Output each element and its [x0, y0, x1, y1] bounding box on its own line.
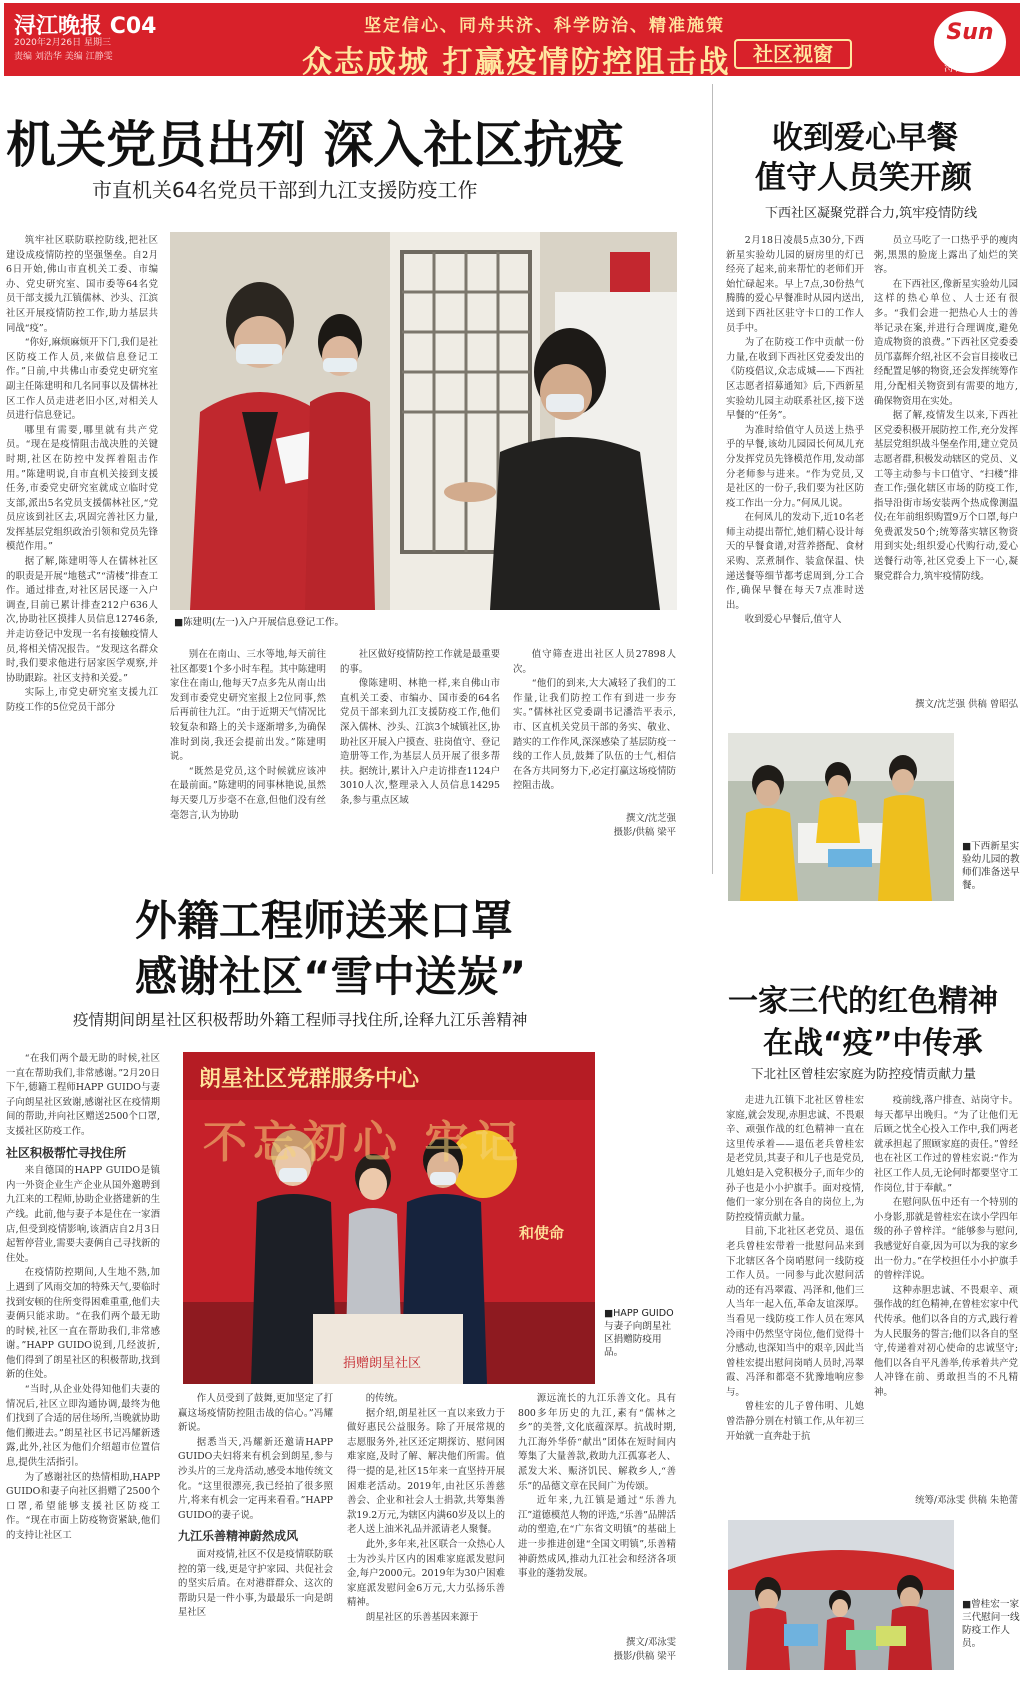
article1-col2: [170, 648, 326, 840]
paragraph: 为准时给值守人员送上热乎乎的早餐,该幼儿园园长何凤儿充分发挥党员先锋模范作用,发动部分老师参与进来。“作为党员,又是社区的一份子,我们要为社区防疫工作出一分力。”何凤儿说。: [726, 424, 864, 509]
paragraph: 据了解,陈建明等人在儒林社区的职责是开展“地毯式”“清楼”排查工作。通过排查,对社区居民逐一入户调查,目前已累计排查212户636人次,协助社区摸排人员信息12746条,并走访登记中发现一名有接触疫情人员,将相关情况报告。“发现这名群众时,我们要求他进行居家医学观察,并协助跟踪。社区支持和关爱。”: [6, 556, 158, 684]
paragraph: 为了在防疫工作中贡献一份力量,在收到下西社区党委发出的《防疫倡议,众志成城——下西社区志愿者招募通知》后,下西新星实验幼儿园主动联系社区,接下送早餐的“任务”。: [726, 337, 864, 422]
article1-col1-cont: [6, 644, 158, 840]
paragraph: 在疫情防控期间,人生地不熟,加上遇到了风雨交加的特殊天气,要临时找到安顿的住所变得困难重重,他们夫妻俩只能求助。“在我们两个最无助的时候,社区一直在帮助我们,非常感谢。”HAPP GUIDO说到,几经波折,他们得到了朗星社区的积极帮助,找到新的住处。: [6, 1267, 160, 1381]
paragraph: 据了解,疫情发生以来,下西社区党委积极开展防控工作,充分发挥基层党组织战斗堡垒作用,建立党员志愿者群,积极发动辖区的党员、义工等主动参与卡口值守、“扫楼”排查工作;强化辖区市场的防疫工作,指导沿街市场安装两个热成像测温仪;在年前组织购置9万个口罩,每户免费派发50个;统筹落实辖区物资用到实处;组织爱心代购行动,爱心送餐行动等,社区党委上下一心,凝聚党群合力,筑牢疫情防线。: [874, 410, 1018, 582]
photo-credit: 摄影/供稿 梁平: [613, 1651, 676, 1662]
paragraph: 实际上,市党史研究室支援九江防疫工作的5位党员干部分: [6, 687, 158, 713]
article4-col1: [726, 1094, 864, 1514]
article4-byline: 统筹/邓泳雯 供稿 朱艳蕾: [915, 1495, 1018, 1506]
article3-deck: 疫情期间朗星社区积极帮助外籍工程师寻找住所,诠释九江乐善精神: [73, 1011, 528, 1029]
article3-byline: [518, 1636, 676, 1664]
masthead-band: [4, 3, 1020, 80]
article2-headline-line1: 收到爱心早餐: [772, 120, 958, 156]
family-visit-illustration: [728, 1520, 954, 1670]
paragraph: 哪里有需要,哪里就有共产党员。“现在是疫情阻击战决胜的关键时期,社区在防控中发挥着阻击作用。”陈建明说,自市直机关接到支援任务,市委党史研究室就成立临时党支部,派出5名党员支援儒林社区,“党员应该到社区去,巩固完善社区力量,发挥基层党组织政治引领和党员先锋模范作用。”: [6, 424, 158, 553]
article4-headline-line2: 在战“疫”中传承: [763, 1026, 983, 1061]
paragraph: 此外,多年来,社区联合一众热心人士为沙头片区内的困难家庭派发慰问金,每户2000元。2019年为30户困难家庭派发慰问金6万元,大力弘扬乐善精神。: [347, 1538, 505, 1609]
paragraph: 别在在南山、三水等地,每天前往社区都要1个多小时车程。其中陈建明家住在南山,他每天7点多先从南山出发到市委党史研究室报上2位同事,然后再前往九江。“由于近期天气情况比较复杂和路上的关卡逐渐增多,为确保准时到岗,我还会提前出发。”陈建明说。: [170, 649, 326, 763]
paragraph: “当时,从企业处得知他们夫妻的情况后,社区立即沟通协调,最终为他们找到了合适的居住场所,当晚就协助他们搬进去。”朗星社区书记冯耀新透露,此外,社区为他们介绍超市位置信息,提供生活指引。: [6, 1384, 160, 1469]
section-badge: 社区视窗: [734, 39, 852, 69]
paragraph: 这种赤胆忠诚、不畏艰辛、顽强作战的红色精神,在曾桂宏家中代代传承。他们以各自的方式,践行着为人民服务的誓言;他们以各自的坚守,传递着对初心使命的忠诚坚守;他们以各自平凡善举,传承着共产党人冲锋在前、勇敢担当的不凡精神。: [874, 1284, 1018, 1398]
article3-headline-line2: 感谢社区“雪中送炭”: [135, 952, 527, 1001]
editor-credits: 责编 刘浩华 美编 江静雯: [14, 52, 113, 62]
banner-slogan-right: 和使命: [519, 1224, 565, 1242]
paragraph: 作人员受到了鼓舞,更加坚定了打赢这场疫情防控阻击战的信心。”冯耀新说。: [178, 1393, 333, 1434]
article3-photo-caption: ■HAPP GUIDO与妻子向朗星社区捐赠防疫用品。: [604, 1308, 674, 1358]
paragraph: 据介绍,朗星社区一直以来致力于做好惠民公益服务。除了开展常规的志愿服务外,社区还定期探访、慰问困难家庭,及时了解、解决他们所需。值得一提的是,社区15年来一直坚持开展困难老活动。2019年,由社区乐善慈善会、企业和社会人士捐款,共筹集善款19.2万元,为辖区内满60岁及以上的老人送上油米礼品并派请老人聚餐。: [347, 1407, 505, 1536]
paragraph: 目前,下北社区老党员、退伍老兵曾桂宏带着一批慰问品来到下北辖区各个岗哨慰问一线防疫工作人员。一同参与此次慰问活动的还有冯翠霞、冯泽和,他们三人当年一起入伍,革命友谊深厚。当看见一线防疫工作人员在寒风冷雨中仍然坚守岗位,他们觉得十分感动,也深知当中的艰辛,因此当曾桂宏提出慰问岗哨人员时,冯翠霞、冯泽和都毫不犹豫地响应参与。: [726, 1226, 864, 1398]
article2-headline-line2: 值守人员笑开颜: [755, 160, 972, 196]
article2-byline: 撰文/沈芝强 供稿 曾昭弘: [915, 699, 1018, 710]
article3-col2: [178, 1392, 333, 1664]
article2-photo: [728, 733, 954, 901]
article1-photo-caption: ■陈建明(左一)入户开展信息登记工作。: [174, 617, 345, 628]
photo-credit: 摄影/供稿 梁平: [613, 827, 676, 838]
paragraph: 社区做好疫情防控工作就是最重要的事。: [340, 649, 500, 675]
paragraph: 值守筛查进出社区人员27898人次。: [513, 649, 676, 675]
article4-col2: [874, 1094, 1018, 1492]
article3-subhead-1: 社区积极帮忙寻找住所: [6, 1145, 127, 1160]
breakfast-scene-illustration: [728, 733, 954, 901]
paragraph: 在慰问队伍中还有一个特别的小身影,那就是曾桂宏在读小学四年级的孙子曾梓洋。“能够参与慰问,我感觉好自豪,因为可以为我的家乡出一份力。”在学校担任小小护旗手的曾梓洋说。: [874, 1197, 1018, 1282]
column-divider: [712, 84, 713, 874]
article4-photo-caption: ■曾桂宏一家三代慰问一线防疫工作人员。: [962, 1599, 1020, 1649]
article1-headline: 机关党员出列 深入社区抗疫: [6, 116, 624, 174]
article2-col1: [726, 234, 864, 714]
paragraph: 2月18日凌晨5点30分,下西新星实验幼儿园的厨房里的灯已经亮了起来,前来帮忙的老师们开始忙碌起来。早上7点,30份热气腾腾的爱心早餐准时从园内送出,送到下西社区驻守卡口的工作人员手中。: [726, 235, 864, 334]
paragraph: “在我们两个最无助的时候,社区一直在帮助我们,非常感谢。”2月20日下午,德籍工程师HAPP GUIDO与妻子向朗星社区致谢,感谢社区在疫情期间的帮助,并向社区赠送2500个口罩,支援社区防疫工作。: [6, 1053, 160, 1137]
donation-scene-illustration: [183, 1052, 595, 1384]
paragraph: 的传统。: [365, 1393, 404, 1404]
paragraph: “既然是党员,这个时候就应该冲在最前面。”陈建明的同事林艳说,虽然每天要几万步毫不在意,但他们没有丝毫怨言,认为协助: [170, 765, 326, 821]
paragraph: 在下西社区,像新星实验幼儿园这样的热心单位、人士还有很多。“我们会进一把热心人士的善举记录在案,并进行合理调度,避免造成物资的浪费。”下西社区党委委员邝嘉辉介绍,社区不会盲目接收已经配置足够的物资,还会发挥统筹作用,分配相关物资到有需要的地方,确保物资用在实处。: [874, 278, 1018, 407]
author-credit: 撰文/邓泳雯: [625, 1637, 676, 1648]
article3-col4: [518, 1392, 676, 1628]
paragraph: 来自德国的HAPP GUIDO是镇内一外资企业生产企业从国外邀聘到九江来的工程师,协助企业搭建新的生产线。此前,他与妻子本是住在一家酒店,但受到疫情影响,该酒店自2月3日起暂停营业,需要夫妻俩自己寻找新的住处。: [6, 1165, 160, 1264]
band-headline: 众志成城 打赢疫情防控阻击战: [302, 45, 731, 80]
author-credit: 撰文/沈芝强: [625, 813, 676, 824]
paragraph: 像陈建明、林艳一样,来自佛山市直机关工委、市编办、国市委的64名党员干部来到九江支援防疫工作,他们深入儒林、沙头、江滨3个城镇社区,协助社区开展入户摸查、驻岗值守、登记造册等工作,为基层人员开展了很多帮扶。据统计,累计入户走访排查1124户3010人次,整理录入人员信息14295条,参与重点区域: [340, 678, 500, 806]
article2-deck: 下西社区凝聚党群合力,筑牢疫情防线: [765, 206, 978, 221]
paragraph: “他们的到来,大大减轻了我们的工作量,让我们防控工作有到进一步夯实。”儒林社区党委副书记潘浩平表示,市、区直机关党员干部的务实、敬业、踏实的工作作风,深深感染了基层防疫一线的工作人员,鼓舞了队伍的士气,相信在各方共同努力下,必定打赢这场疫情防控阻击战。: [513, 678, 676, 792]
brand-logo-sub: 浔林九江: [944, 63, 984, 74]
paragraph: 面对疫情,社区不仅是疫情联防联控的第一线,更是守护家园、共促社会的坚实后盾。在对港群群众、这次的帮助只是一件小事,为最最乐一向是朗星社区: [178, 1548, 333, 1619]
article1-deck: 市直机关64名党员干部到九江支援防疫工作: [92, 178, 478, 202]
paragraph: “你好,麻烦麻烦开下门,我们是社区防疫工作人员,来做信息登记工作。”日前,中共佛山市委党史研究室副主任陈建明和几名同事以及儒林社区工作人员走进老旧小区,对相关人员进行信息登记。: [6, 337, 158, 422]
page-number: C04: [109, 14, 157, 39]
article4-headline-line1: 一家三代的红色精神: [728, 984, 998, 1019]
article1-col3: [340, 648, 500, 840]
banner-slogan: 不忘初心 牢记: [203, 1117, 525, 1168]
article3-col1: [6, 1052, 160, 1664]
registration-scene-illustration: [170, 232, 677, 610]
slogan: 坚定信心、同舟共济、科学防治、精准施策: [364, 16, 725, 36]
brand-logo: Sun: [934, 11, 1006, 73]
paragraph: 源远流长的九江乐善文化。具有800多年历史的九江,素有“儒林之乡”的美誉,文化底蕴深厚。抗战时期,九江海外华侨“献出”团体在短时间内筹集了大量善款,救助九江孤寡老人、派发大米、赈济饥民、解救乡人,“善乐”的品德文章在民间广为传颂。: [518, 1393, 676, 1492]
issue-date: 2020年2月26日 星期三: [14, 38, 111, 48]
article1-photo: [170, 232, 677, 610]
article1-col1: [6, 234, 158, 713]
paragraph: 朗星社区的乐善基因来源于: [365, 1611, 479, 1623]
donation-box-label: 捐赠朗星社区: [343, 1356, 422, 1371]
article2-photo-caption: ■下西新星实验幼儿园的教师们准备送早餐。: [962, 841, 1020, 891]
paragraph: 曾桂宏的儿子曾伟明、儿媳曾浩静分别在村镇工作,从年初三开始就一直奔赴于抗: [726, 1401, 864, 1442]
paragraph: 员立马吃了一口热乎乎的瘦肉粥,黑黑的脸庞上露出了灿烂的笑容。: [874, 235, 1018, 276]
banner-title: 朗星社区党群服务中心: [199, 1067, 420, 1092]
article3-subhead-2: 九江乐善精神蔚然成风: [178, 1529, 299, 1544]
article2-col2: [874, 234, 1018, 696]
paragraph: 近年来,九江镇是通过“乐善九江”道德模范人物的评选,“乐善”品牌活动的塑造,在“广东省文明镇”的基础上进一步推进创建“全国文明镇”,乐善精神蔚然成风,推动九江社会和经济各项事业的蓬勃发展。: [518, 1495, 676, 1580]
article3-headline-line1: 外籍工程师送来口罩: [135, 896, 514, 945]
paragraph: 筑牢社区联防联控防线,把社区建设成疫情防控的坚强堡垒。自2月6日开始,佛山市直机关工委、市编办、党史研究室、国市委等64名党员干部支援九江镇儒林、沙头、江滨社区开展疫情防控工作,助力基层共同战“疫”。: [6, 235, 158, 334]
paragraph: 疫前线,落户排查、站岗守卡。每天都早出晚归。“为了让他们无后顾之忧全心投入工作中,我们两老就承担起了照顾家庭的责任。”曾经也在社区工作过的曾桂宏说:“作为社区工作人员,无论何时都要坚守工作岗位,甘于奉献。”: [874, 1095, 1018, 1194]
paragraph: 走进九江镇下北社区曾桂宏家庭,就会发现,赤胆忠诚、不畏艰辛、顽强作战的红色精神一直在这里传承着——退伍老兵曾桂宏是老党员,其妻子和儿子也是党员,儿媳妇是入党积极分子,而年少的孙子也是小小护旗手。面对疫情,他们一家分别在各自的岗位上,为防控疫情贡献力量。: [726, 1095, 864, 1223]
article3-col3: [347, 1392, 505, 1664]
article4-deck: 下北社区曾桂宏家庭为防控疫情贡献力量: [751, 1066, 977, 1081]
paragraph: 据悉当天,冯耀新还邀请HAPP GUIDO夫妇将来有机会到朗星,参与沙头片的三龙舟活动,感受本地传统文化。“这里很漂亮,我已经拍了很多照片,将来有机会一定再来看看。”HAPP GUIDO的妻子说。: [178, 1436, 333, 1521]
article1-byline: [513, 812, 676, 840]
paragraph: 为了感谢社区的热情相助,HAPP GUIDO和妻子向社区捐赠了2500个口罩,希望能够支援社区防疫工作。“现在市面上防疫物资紧缺,他们的支持让社区工: [6, 1471, 160, 1541]
paragraph: 收到爱心早餐后,值守人: [744, 614, 842, 626]
paragraph: 在何凤儿的发动下,近10名老师主动提出帮忙,她们精心设计每天的早餐食谱,对营养搭配、食材采购、烹煮制作、装盒保温、快递送餐等细节都考虑周到,分工合作,确保早餐在每天7点准时送出。: [726, 512, 864, 611]
article3-photo: [183, 1052, 595, 1384]
paper-title: 浔江晚报: [14, 14, 103, 39]
article4-photo: [728, 1520, 954, 1670]
article1-col4: [513, 648, 676, 810]
